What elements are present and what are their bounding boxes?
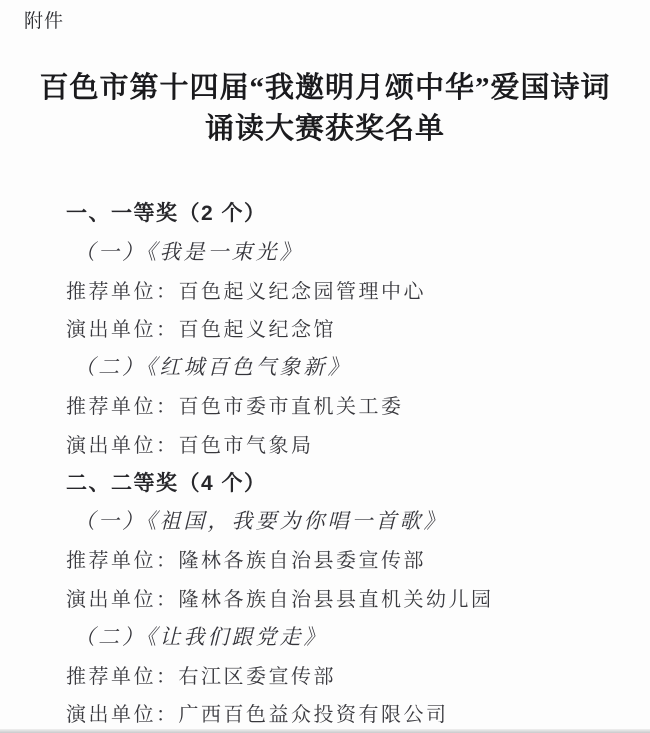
entry-title: （二）《让我们跟党走》 [74, 624, 328, 649]
entry-recommending-unit: 推荐单位：右江区委宣传部 [66, 665, 336, 688]
section-heading-second-prize: 二、二等奖（4 个） [66, 471, 267, 495]
entry-recommending-unit: 推荐单位：百色市委市直机关工委 [66, 396, 404, 419]
award-list [0, 193, 650, 732]
section-heading-first-prize: 一、一等奖（2 个） [66, 202, 267, 226]
document-title-line-2: 诵读大赛获奖名单 [204, 113, 445, 145]
entry-performing-unit: 演出单位：广西百色益众投资有限公司 [66, 704, 449, 727]
entry-title: （一）《祖国，我要为你唱一首歌》 [74, 509, 448, 534]
entry-recommending-unit: 推荐单位：隆林各族自治县委宣传部 [66, 550, 426, 573]
attachment-label: 附件 [24, 11, 65, 32]
entry-title: （一）《我是一束光》 [74, 239, 304, 264]
entry-title: （二）《红城百色气象新》 [74, 355, 352, 380]
document-title-line-1: 百色市第十四届“我邀明月颂中华”爱国诗词 [39, 72, 611, 104]
entry-performing-unit: 演出单位：百色起义纪念馆 [66, 319, 336, 342]
entry-recommending-unit: 推荐单位：百色起义纪念园管理中心 [66, 280, 426, 303]
scan-edge-artifact [0, 729, 650, 733]
entry-performing-unit: 演出单位：隆林各族自治县县直机关幼儿园 [66, 588, 494, 611]
document-title [0, 68, 650, 150]
entry-performing-unit: 演出单位：百色市气象局 [66, 434, 314, 457]
